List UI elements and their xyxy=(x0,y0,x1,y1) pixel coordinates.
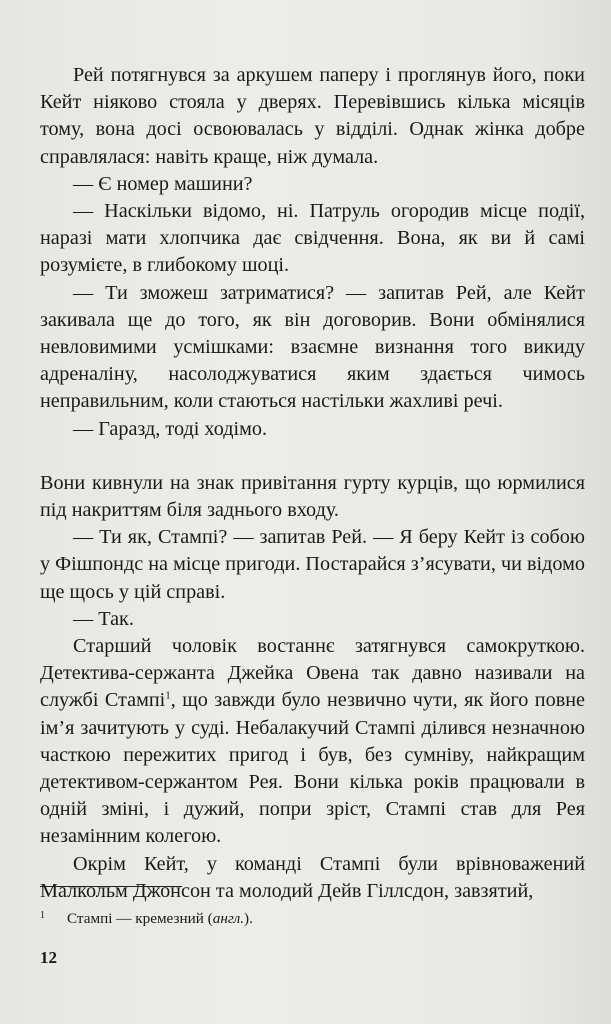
body-text xyxy=(40,62,585,905)
footnote-text-end: ). xyxy=(244,910,253,927)
footnote-mark: 1 xyxy=(40,910,45,921)
page-number: 12 xyxy=(40,948,57,967)
footnote-reference[interactable]: 1 xyxy=(165,689,171,702)
paragraph: — Ти як, Стампі? — запитав Рей. — Я беру Кейт із собою у Фішпондс на місце пригоди. Постарайся з’ясувати, чи відомо ще щось у цій справі. xyxy=(40,526,585,603)
paragraph-part: , що завжди було незвично чути, як його повне ім’я зачитують у суді. Небалакучий Стампі ділився незначною часткою пережитих пригод і був, без сумніву, найкращим детективом-сержантом Рея. Вони кілька років працювали в одній зміні, і дужий, попри зріст, Стампі став для Рея незамінним колегою. xyxy=(40,689,585,848)
paragraph: — Ти зможеш затриматися? — запитав Рей, але Кейт закивала ще до того, як він договорив. Вони обмінялися невловимими усмішками: взаємне визнання того викиду адреналіну, насолоджуватися яким здається чимось неправильним, коли стаються настільки жахливі речі. xyxy=(40,281,585,413)
paragraph: Вони кивнули на знак привітання гурту курців, що юрмилися під накриттям біля заднього входу. xyxy=(40,471,585,522)
footnote-divider xyxy=(40,886,182,887)
paragraph: — Наскільки відомо, ні. Патруль огородив місце події, наразі мати хлопчика дає свідчення. Вона, як ви й самі розумієте, в глибокому шоці. xyxy=(40,200,585,277)
footnote-text: Стампі — кремезний ( xyxy=(67,910,213,927)
section-break xyxy=(40,443,585,470)
paragraph: — Гаразд, тоді ходімо. xyxy=(73,417,268,440)
paragraph: Рей потягнувся за аркушем паперу і проглянув його, поки Кейт ніяково стояла у дверях. Перевівшись кілька місяців тому, вона досі освоювалась у відділі. Однак жінка добре справлялася: навіть краще, ніж думала. xyxy=(40,64,585,168)
footnote-italic: англ. xyxy=(212,910,245,927)
footnote xyxy=(40,906,585,929)
paragraph: — Є номер машини? xyxy=(73,172,253,195)
paragraph: — Так. xyxy=(73,607,134,630)
paragraph xyxy=(40,633,585,851)
paragraph: Окрім Кейт, у команді Стампі були врівноважений Малкольм Джонсон та молодий Дейв Гіллсдон, завзятий, xyxy=(40,852,585,902)
paragraph-part: Старший чоловік востаннє затягнувся самокруткою. Детектива-сержанта Джейка Овена так давно називали на службі Стампі xyxy=(40,635,585,712)
